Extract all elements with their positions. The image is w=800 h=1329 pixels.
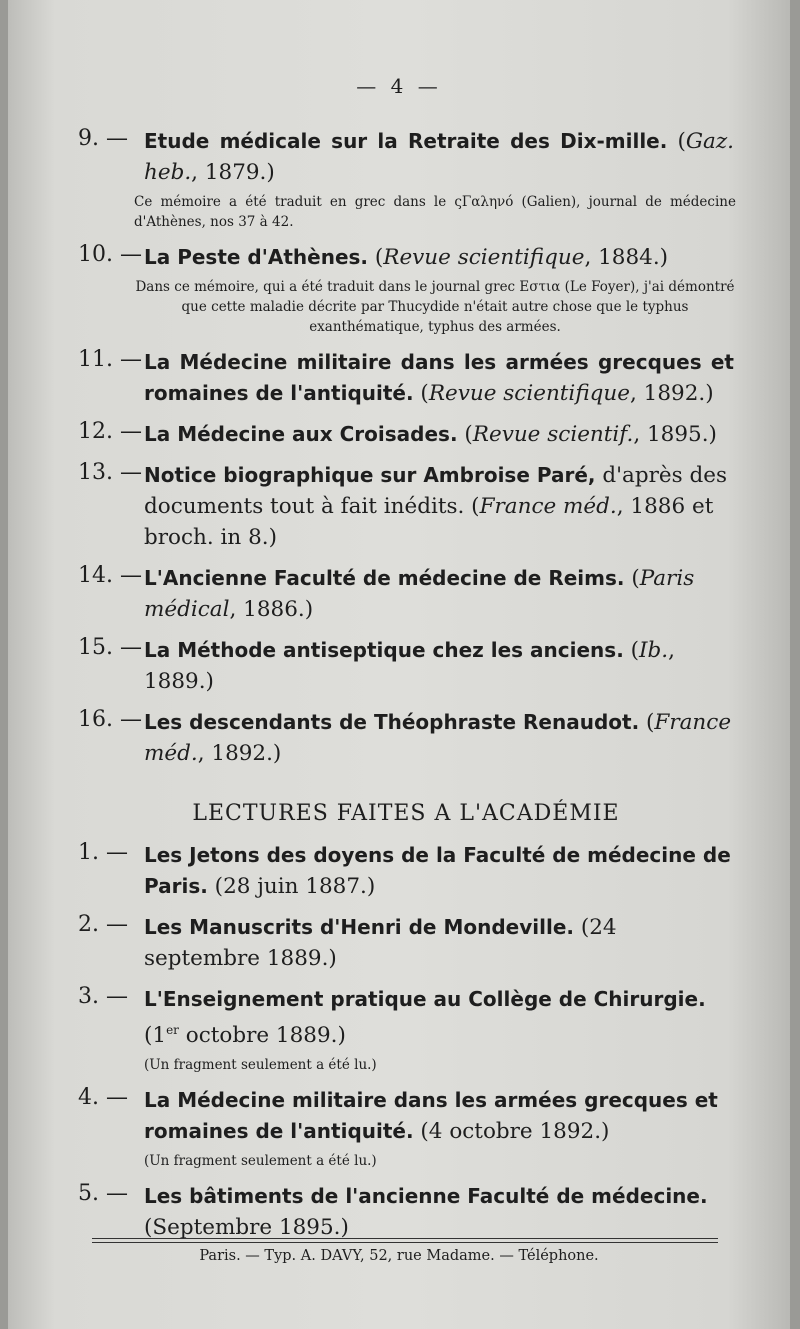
entry-reference: Ib. bbox=[639, 638, 669, 663]
lecture-1 bbox=[78, 840, 734, 902]
bibliography bbox=[78, 126, 734, 1253]
entry-number: 14. — bbox=[78, 563, 142, 588]
entry-title: La Peste d'Athènes. bbox=[144, 245, 369, 269]
entry-title: La Médecine aux Croisades. bbox=[144, 422, 458, 446]
lecture-date: (24 septembre 1889.) bbox=[144, 915, 617, 971]
lecture-title: Les Jetons des doyens de la Faculté de médecine de Paris. bbox=[144, 843, 731, 898]
entry-title: Notice biographique sur Ambroise Paré, bbox=[144, 463, 596, 487]
entry-number: 12. — bbox=[78, 419, 142, 444]
document-page bbox=[8, 0, 790, 1329]
entry-number: 9. — bbox=[78, 126, 128, 151]
lecture-note: (Un fragment seulement a été lu.) bbox=[144, 1153, 377, 1170]
entry-reference: Revue scientif. bbox=[472, 422, 634, 447]
entry-number: 15. — bbox=[78, 635, 142, 660]
entry-number: 13. — bbox=[78, 460, 142, 485]
entry-number: 11. — bbox=[78, 347, 142, 372]
entry-number: 10. — bbox=[78, 242, 142, 267]
lecture-number: 1. — bbox=[78, 840, 128, 865]
entry-16: 16. — Les descendants de Théophraste Renaudot. (France méd., 1892.) bbox=[78, 707, 732, 766]
lecture-title: La Médecine militaire dans les armées grecques et romaines de l'antiquité. bbox=[144, 1088, 718, 1144]
section-title: LECTURES FAITES A L'ACADÉMIE bbox=[192, 801, 620, 826]
entry-title: Etude médicale sur la Retraite des Dix-mille. bbox=[144, 129, 668, 153]
page-number: — 4 — bbox=[356, 74, 442, 98]
lecture-4 bbox=[78, 1085, 734, 1171]
entry-10: 10. — La Peste d'Athènes. (Revue scientifique, 1884.) Dans ce mémoire, qui a été traduit dans le journal grec Εστια (Le Foyer), j'ai démontré que cette maladie décrite par Thucydide n'était autre chose que le typhus exanthématique, typhus des armées. bbox=[78, 242, 735, 335]
entry-reference: Paris médical bbox=[144, 566, 695, 622]
entry-title: L'Ancienne Faculté de médecine de Reims. bbox=[144, 566, 625, 590]
lecture-2 bbox=[78, 912, 734, 974]
entry-13: 13. — Notice biographique sur Ambroise Paré, d'après des documents tout à fait inédits. (France méd., 1886 et broch. in 8.) bbox=[78, 460, 727, 550]
entry-reference: France méd. bbox=[144, 710, 732, 766]
entry-title: La Médecine militaire dans les armées grecques et romaines de l'antiquité. bbox=[144, 350, 734, 405]
footer-rule bbox=[92, 1242, 718, 1243]
entry-11: 11. — La Médecine militaire dans les armées grecques et romaines de l'antiquité. (Revue scientifique, 1892.) bbox=[78, 347, 734, 406]
lecture-date: (4 octobre 1892.) bbox=[413, 1119, 610, 1145]
entry-number: 16. — bbox=[78, 707, 142, 732]
entry-note: Dans ce mémoire, qui a été traduit dans le journal grec Εστια (Le Foyer), j'ai démontré que cette maladie décrite par Thucydide n'était autre chose que le typhus exanthématique, typhus des armées. bbox=[135, 279, 735, 335]
lecture-date: (1er octobre 1889.) bbox=[144, 1023, 346, 1049]
footer-rule bbox=[92, 1238, 718, 1239]
lecture-title: Les Manuscrits d'Henri de Mondeville. bbox=[144, 915, 574, 939]
printer-footer: Paris. — Typ. A. DAVY, 52, rue Madame. — Téléphone. bbox=[199, 1248, 599, 1264]
entry-14: 14. — L'Ancienne Faculté de médecine de Reims. (Paris médical, 1886.) bbox=[78, 563, 695, 622]
lecture-3 bbox=[78, 984, 734, 1075]
entry-reference: Revue scientifique bbox=[383, 245, 585, 270]
entry-title: La Méthode antiseptique chez les anciens. bbox=[144, 638, 624, 662]
lecture-title: L'Enseignement pratique au Collège de Chirurgie. bbox=[144, 987, 706, 1011]
lecture-5 bbox=[78, 1181, 734, 1243]
lecture-title: Les bâtiments de l'ancienne Faculté de médecine. bbox=[144, 1184, 708, 1209]
lecture-date: (Septembre 1895.) bbox=[144, 1215, 349, 1241]
entry-title: Les descendants de Théophraste Renaudot. bbox=[144, 710, 640, 734]
entry-note: Ce mémoire a été traduit en grec dans le ςΓαληνό (Galien), journal de médecine d'Athènes, nos 37 à 42. bbox=[134, 194, 736, 230]
entry-reference: France méd. bbox=[479, 494, 617, 519]
lecture-number: 4. — bbox=[78, 1085, 128, 1111]
entry-15: 15. — La Méthode antiseptique chez les anciens. (Ib., 1889.) bbox=[78, 635, 675, 694]
lecture-number: 3. — bbox=[78, 984, 128, 1009]
entry-reference: Gaz. heb. bbox=[144, 129, 734, 185]
lecture-number: 5. — bbox=[78, 1181, 128, 1207]
entry-reference: Revue scientifique bbox=[428, 381, 630, 406]
entry-12: 12. — La Médecine aux Croisades. (Revue scientif., 1895.) bbox=[78, 419, 717, 447]
lecture-note: (Un fragment seulement a été lu.) bbox=[144, 1057, 377, 1074]
entry-9: 9. — Etude médicale sur la Retraite des Dix-mille. (Gaz. heb., 1879.) Ce mémoire a été traduit en grec dans le ςΓαληνό (Galien), journal de médecine d'Athènes, nos 37 à 42. bbox=[78, 126, 736, 230]
lecture-number: 2. — bbox=[78, 912, 128, 937]
lecture-date: (28 juin 1887.) bbox=[207, 874, 376, 899]
